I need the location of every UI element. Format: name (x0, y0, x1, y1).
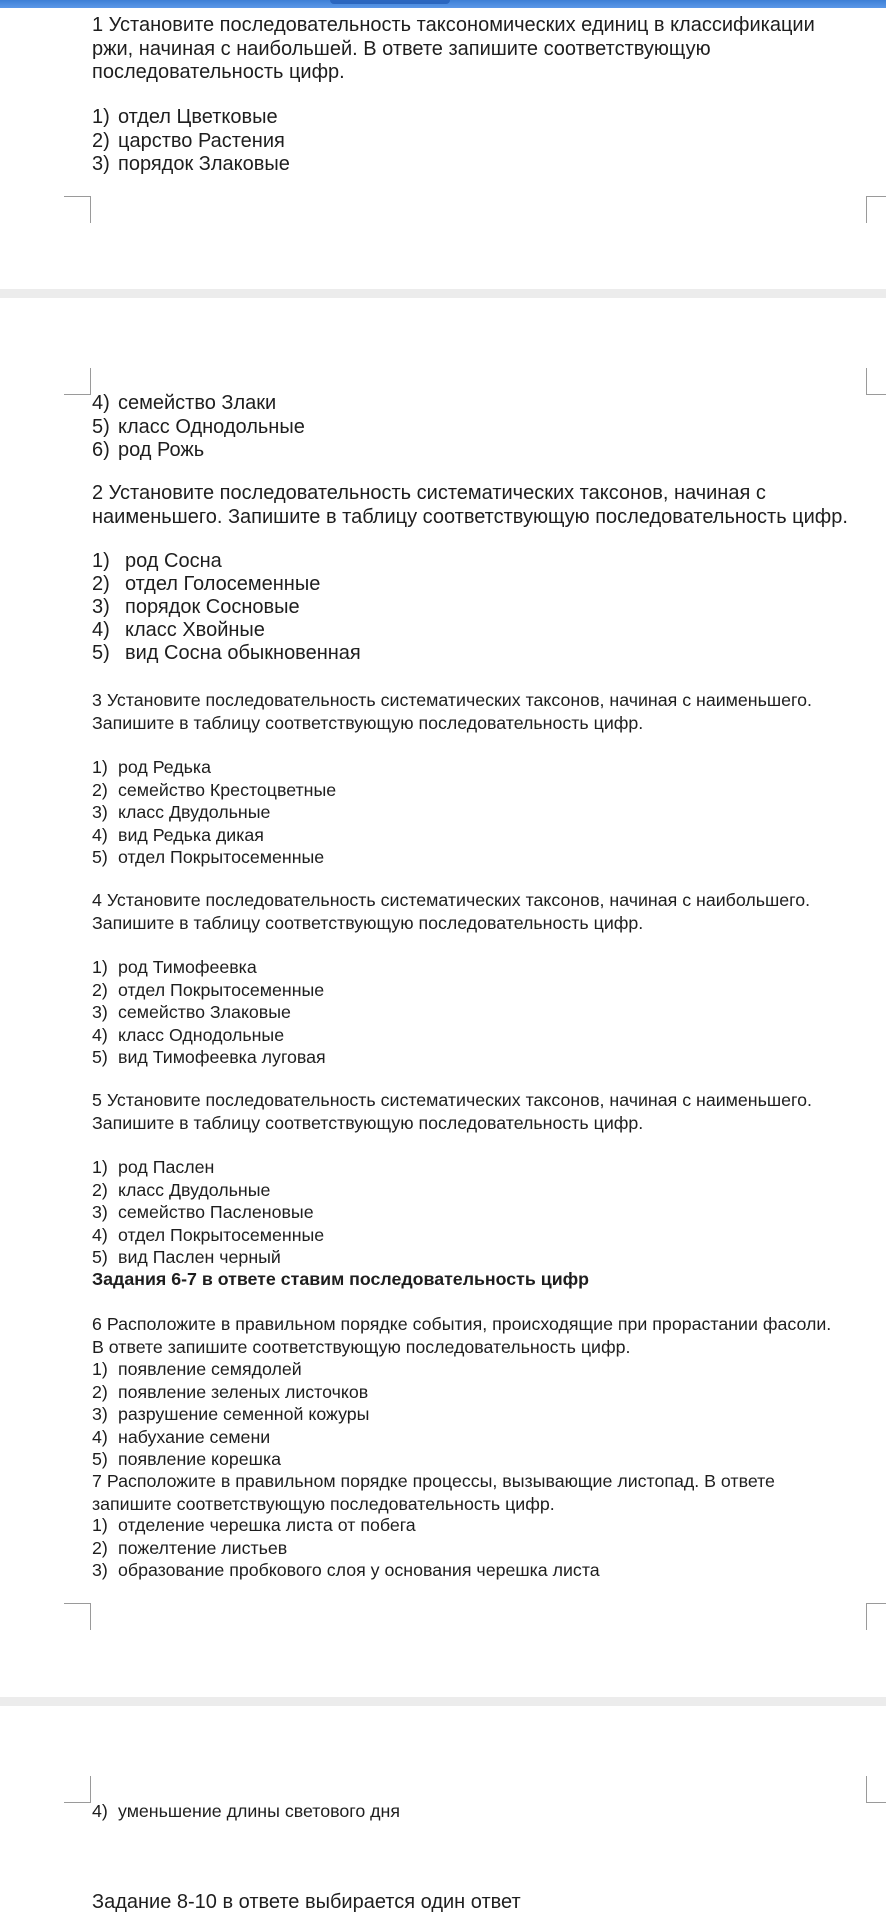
item-text: разрушение семенной кожуры (118, 1404, 370, 1424)
page-separator (0, 1697, 886, 1706)
item-text: класс Хвойные (125, 619, 265, 641)
item-number: 5) (92, 1247, 108, 1267)
task-7-options-part1 (92, 1514, 882, 1582)
list-item (92, 756, 882, 779)
question-line: 5 Установите последовательность систематических таксонов, начиная с наименьшего. (92, 1090, 812, 1110)
page-margin-corner (866, 1776, 886, 1803)
question-line: 7 Расположите в правильном порядке процессы, вызывающие листопад. В ответе (92, 1471, 775, 1491)
page-margin-corner (866, 196, 886, 223)
item-number: 4) (92, 1024, 108, 1045)
item-text: пожелтение листьев (118, 1537, 288, 1558)
list-item (92, 573, 882, 596)
list-item (92, 1358, 882, 1381)
item-text: отдел Голосеменные (125, 573, 321, 595)
item-text: отдел Покрытосеменные (118, 979, 325, 1000)
item-text: отдел Цветковые (118, 106, 278, 128)
item-text: класс Однодольные (118, 415, 305, 438)
list-item (92, 1001, 882, 1024)
task-5-options (92, 1156, 882, 1269)
item-number: 1) (92, 1359, 108, 1379)
question-line: 1 Установите последовательность таксономических единиц в классификации (92, 14, 815, 36)
item-number: 2) (92, 779, 108, 800)
list-item (92, 1514, 882, 1537)
item-text: вид Сосна обыкновенная (125, 642, 361, 664)
page-margin-corner (866, 1603, 886, 1630)
list-item (92, 801, 882, 824)
list-item (92, 846, 882, 869)
page-margin-corner (64, 196, 91, 223)
list-item (92, 956, 882, 979)
item-number: 5) (92, 1449, 108, 1469)
item-text: появление зеленых листочков (118, 1381, 369, 1402)
list-item (92, 1156, 882, 1179)
section-6-7-heading (92, 1268, 882, 1291)
item-text: набухание семени (118, 1426, 271, 1447)
list-item (92, 1201, 882, 1224)
item-number: 1) (92, 757, 108, 777)
item-number: 3) (92, 153, 110, 175)
task-3-question (92, 689, 882, 734)
page-separator (0, 289, 886, 298)
item-text: класс Однодольные (118, 1024, 285, 1045)
item-text: класс Двудольные (118, 802, 271, 822)
task-7-question (92, 1470, 882, 1515)
list-item (92, 392, 882, 416)
item-number: 2) (92, 979, 108, 1000)
section-heading-text: Задания 6-7 в ответе ставим последовательность цифр (92, 1269, 590, 1289)
item-text: род Сосна (125, 550, 222, 572)
list-item (92, 550, 882, 573)
list-item (92, 1559, 882, 1582)
task-2-question (92, 482, 882, 529)
question-line: Запишите в таблицу соответствующую последовательность цифр. (92, 912, 644, 933)
item-text: семейство Злаковые (118, 1002, 291, 1022)
list-item (92, 619, 882, 642)
task-4-options (92, 956, 882, 1069)
item-number: 6) (92, 439, 110, 461)
item-number: 3) (92, 1002, 108, 1022)
list-item (92, 130, 882, 154)
item-text: порядок Злаковые (118, 153, 290, 175)
item-number: 3) (92, 802, 108, 822)
item-number: 2) (92, 129, 110, 152)
list-item (92, 1800, 882, 1823)
list-item (92, 779, 882, 802)
item-number: 4) (92, 619, 110, 641)
list-item (92, 153, 882, 177)
list-item (92, 1179, 882, 1202)
item-text: появление семядолей (118, 1359, 302, 1379)
list-item (92, 824, 882, 847)
list-item (92, 1448, 882, 1471)
task-1-options-part1 (92, 106, 882, 177)
page-margin-corner (64, 1776, 91, 1803)
item-number: 1) (92, 1157, 108, 1177)
item-number: 1) (92, 1515, 108, 1535)
item-text: род Редька (118, 757, 211, 777)
list-item (92, 642, 882, 665)
list-item (92, 596, 882, 619)
page-margin-corner (64, 1603, 91, 1630)
item-text: порядок Сосновые (125, 596, 300, 618)
item-number: 4) (92, 1801, 108, 1821)
list-item (92, 979, 882, 1002)
task-3-options (92, 756, 882, 869)
item-number: 2) (92, 1179, 108, 1200)
item-number: 4) (92, 824, 108, 845)
item-text: отделение черешка листа от побега (118, 1515, 416, 1535)
item-text: отдел Покрытосеменные (118, 847, 325, 867)
task-1-question (92, 14, 882, 85)
item-number: 1) (92, 550, 110, 572)
item-text: семейство Крестоцветные (118, 779, 337, 800)
item-text: семейство Пасленовые (118, 1202, 314, 1222)
item-number: 4) (92, 392, 110, 414)
question-line: 6 Расположите в правильном порядке события, происходящие при прорастании фасоли. (92, 1314, 832, 1334)
list-item (92, 1426, 882, 1449)
item-number: 1) (92, 957, 108, 977)
list-item (92, 1224, 882, 1247)
task-4-question (92, 889, 882, 934)
item-text: вид Паслен черный (118, 1247, 281, 1267)
item-number: 2) (92, 1537, 108, 1558)
question-line: 3 Установите последовательность систематических таксонов, начиная с наименьшего. (92, 690, 812, 710)
list-item (92, 1246, 882, 1269)
item-number: 3) (92, 1560, 108, 1580)
item-text: уменьшение длины светового дня (118, 1801, 400, 1821)
item-number: 2) (92, 1381, 108, 1402)
question-line: В ответе запишите соответствующую последовательность цифр. (92, 1336, 631, 1357)
item-text: класс Двудольные (118, 1179, 271, 1200)
list-item (92, 1537, 882, 1560)
list-item (92, 1403, 882, 1426)
question-line: Запишите в таблицу соответствующую последовательность цифр. (92, 712, 644, 733)
item-text: вид Редька дикая (118, 824, 264, 845)
item-number: 3) (92, 1202, 108, 1222)
item-text: род Рожь (118, 439, 205, 461)
item-text: семейство Злаки (118, 392, 277, 414)
item-number: 5) (92, 642, 110, 664)
task-5-question (92, 1089, 882, 1134)
task-7-options-part2 (92, 1800, 882, 1823)
list-item (92, 416, 882, 440)
item-number: 3) (92, 1404, 108, 1424)
item-text: род Тимофеевка (118, 957, 257, 977)
section-heading-text: Задание 8-10 в ответе выбирается один ответ (92, 1891, 521, 1913)
list-item (92, 1046, 882, 1069)
task-6-options (92, 1358, 882, 1471)
item-number: 5) (92, 415, 110, 438)
list-item (92, 439, 882, 463)
item-text: род Паслен (118, 1157, 215, 1177)
item-number: 1) (92, 106, 110, 128)
item-text: вид Тимофеевка луговая (118, 1047, 326, 1067)
question-line: Запишите в таблицу соответствующую последовательность цифр. (92, 1112, 644, 1133)
question-line: ржи, начиная с наибольшей. В ответе запишите соответствующую (92, 37, 711, 60)
question-line: запишите соответствующую последовательность цифр. (92, 1493, 555, 1514)
question-line: 2 Установите последовательность систематических таксонов, начиная с (92, 482, 766, 504)
item-number: 4) (92, 1224, 108, 1245)
item-number: 4) (92, 1426, 108, 1447)
item-text: отдел Покрытосеменные (118, 1224, 325, 1245)
task-6-question (92, 1313, 882, 1358)
section-8-10-heading (92, 1891, 882, 1915)
item-text: появление корешка (118, 1449, 282, 1469)
page-margin-corner (64, 368, 91, 395)
task-1-options-part2 (92, 392, 882, 463)
page-margin-corner (866, 368, 886, 395)
top-tab-indicator (330, 0, 450, 4)
top-accent-bar (0, 0, 886, 8)
item-number: 5) (92, 847, 108, 867)
list-item (92, 106, 882, 130)
item-number: 2) (92, 573, 110, 595)
question-line: наименьшего. Запишите в таблицу соответствующую последовательность цифр. (92, 505, 848, 528)
item-number: 5) (92, 1047, 108, 1067)
item-text: образование пробкового слоя у основания черешка листа (118, 1560, 600, 1580)
question-line: последовательность цифр. (92, 61, 345, 83)
task-2-options (92, 550, 882, 665)
list-item (92, 1381, 882, 1404)
item-text: царство Растения (118, 129, 285, 152)
list-item (92, 1024, 882, 1047)
item-number: 3) (92, 596, 110, 618)
question-line: 4 Установите последовательность систематических таксонов, начиная с наибольшего. (92, 890, 811, 910)
